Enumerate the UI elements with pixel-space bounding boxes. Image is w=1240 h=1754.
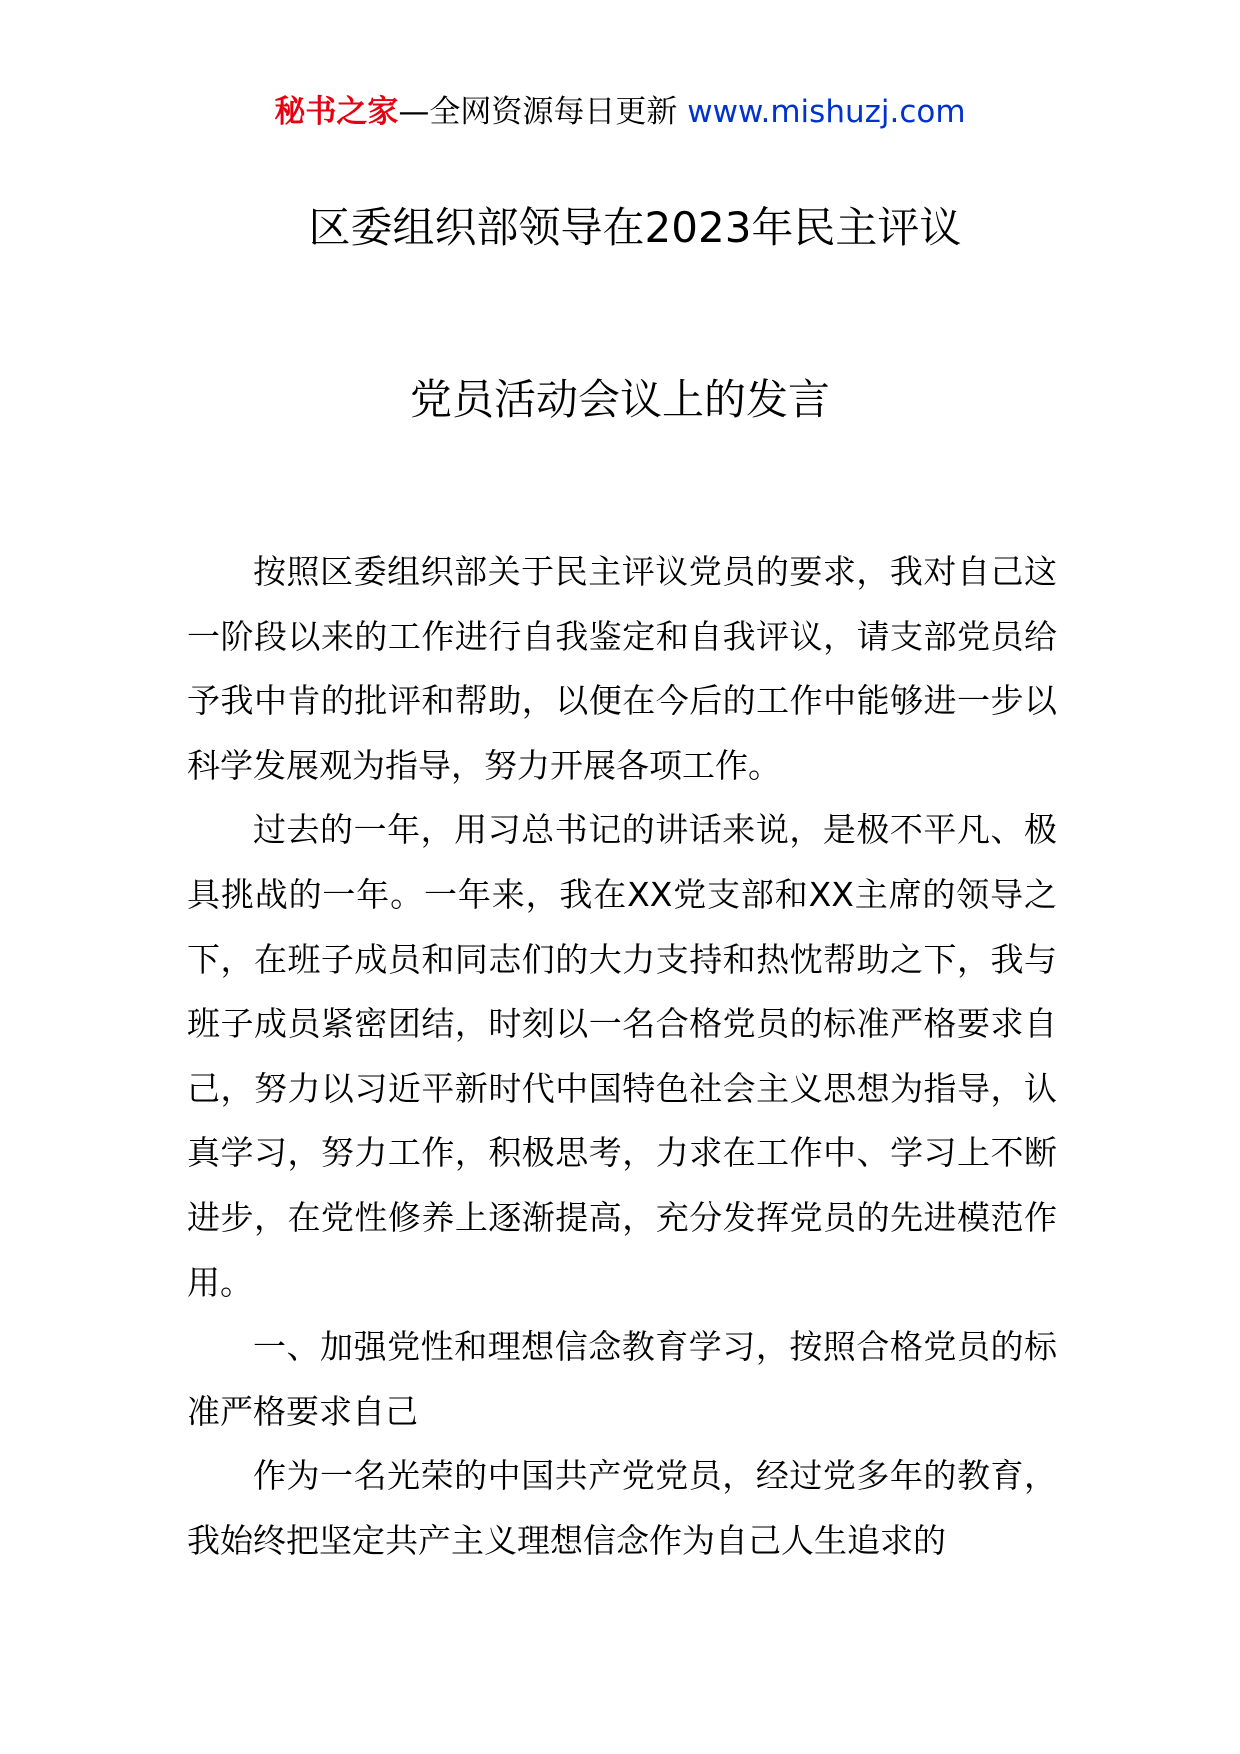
document-body [187, 540, 1057, 1574]
site-url[interactable]: www.mishuzj.com [687, 94, 966, 130]
document-title-line-2: 党员活动会议上的发言 [409, 375, 830, 424]
site-header [0, 92, 1240, 132]
paragraph-3: 作为一名光荣的中国共产党党员，经过党多年的教育，我始终把坚定共产主义理想信念作为自己人生追求的 [187, 1456, 1057, 1560]
site-tagline: —全网资源每日更新 [398, 94, 678, 130]
section-heading-1: 一、加强党性和理想信念教育学习，按照合格党员的标准严格要求自己 [187, 1327, 1057, 1431]
document-title-line-1: 区委组织部领导在2023年民主评议 [308, 203, 962, 252]
brand-name: 秘书之家 [274, 94, 399, 130]
paragraph-1: 按照区委组织部关于民主评议党员的要求，我对自己这一阶段以来的工作进行自我鉴定和自我评议，请支部党员给予我中肯的批评和帮助，以便在今后的工作中能够进一步以科学发展观为指导，努力开展各项工作。 [187, 552, 1057, 785]
paragraph-2: 过去的一年，用习总书记的讲话来说，是极不平凡、极具挑战的一年。一年来，我在XX党支部和XX主席的领导之下，在班子成员和同志们的大力支持和热忱帮助之下，我与班子成员紧密团结，时刻以一名合格党员的标准严格要求自己，努力以习近平新时代中国特色社会主义思想为指导，认真学习，努力工作，积极思考，力求在工作中、学习上不断进步，在党性修养上逐渐提高，充分发挥党员的先进模范作用。 [187, 810, 1057, 1302]
